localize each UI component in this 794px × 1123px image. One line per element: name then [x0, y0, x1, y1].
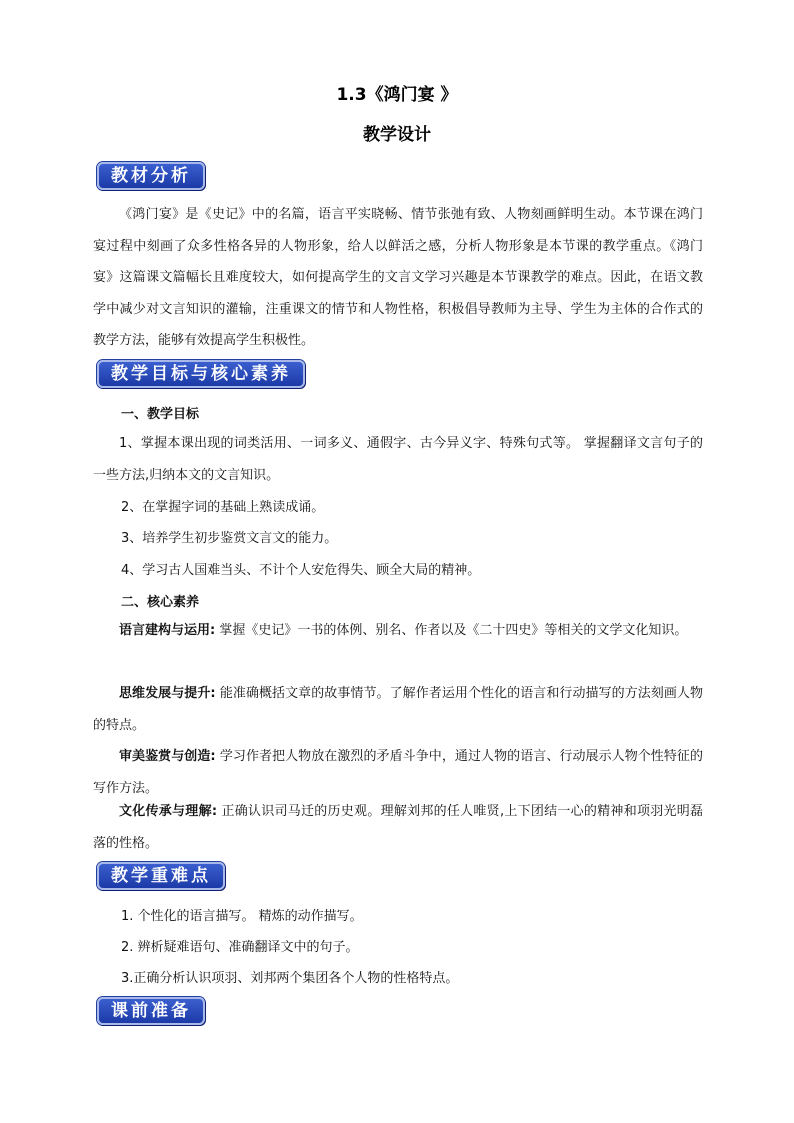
analysis-paragraph: 《鸿门宴》是《史记》中的名篇，语言平实晓畅、情节张弛有致、人物刻画鲜明生动。本节课在鸿门宴过程中刻画了众多性格各异的人物形象，给人以鲜活之感，分析人物形象是本节课的教学重点。《鸿门宴》这篇课文篇幅长且难度较大，如何提高学生的文言文学习兴趣是本节课教学的难点。因此，在语文教学中减少对文言知识的灌输，注重课文的情节和人物性格，积极倡导教师为主导、学生为主体的合作式的教学方法，能够有效提高学生积极性。 [93, 207, 703, 348]
core-item-aesthetic [93, 741, 703, 804]
difficulty-item-1: 1. 个性化的语言描写。 精炼的动作描写。 [121, 909, 363, 924]
goals-subheading-objectives: 一、教学目标 [121, 407, 200, 422]
core-text-aesthetic: 学习作者把人物放在激烈的矛盾斗争中，通过人物的语言、行动展示人物个性特征的写作方法。 [93, 749, 703, 796]
goal-item-3: 3、培养学生初步鉴赏文言文的能力。 [121, 531, 338, 546]
core-item-thinking [93, 678, 703, 741]
core-text-language: 掌握《史记》一书的体例、别名、作者以及《二十四史》等相关的文学文化知识。 [215, 623, 688, 638]
core-text-culture: 正确认识司马迁的历史观。理解刘邦的任人唯贤,上下团结一心的精神和项羽光明磊落的性格。 [93, 804, 704, 851]
goal-item-1: 1、掌握本课出现的词类活用、一词多义、通假字、古今异义字、特殊句式等。 掌握翻译文言句子的一些方法,归纳本文的文言知识。 [93, 436, 703, 483]
core-label-aesthetic: 审美鉴赏与创造: [119, 749, 216, 764]
difficulty-item-3: 3.正确分析认识项羽、刘邦两个集团各个人物的性格特点。 [121, 971, 459, 986]
core-item-culture [93, 796, 703, 859]
section-heading-analysis: 教材分析 [97, 162, 205, 190]
goals-subheading-core: 二、核心素养 [121, 595, 200, 610]
section-heading-goals: 教学目标与核心素养 [97, 360, 305, 388]
section-heading-difficulty: 教学重难点 [97, 862, 225, 890]
goal-item-2: 2、在掌握字词的基础上熟读成诵。 [121, 500, 325, 515]
core-item-language [93, 615, 703, 647]
core-text-thinking: 能准确概括文章的故事情节。了解作者运用个性化的语言和行动描写的方法刻画人物的特点。 [93, 686, 703, 733]
core-label-culture: 文化传承与理解: [119, 804, 218, 819]
goal-item-4: 4、学习古人国难当头、不计个人安危得失、顾全大局的精神。 [121, 563, 481, 578]
difficulty-item-2: 2. 辨析疑难语句、准确翻译文中的句子。 [121, 940, 359, 955]
section-heading-prep: 课前准备 [97, 997, 205, 1025]
core-label-thinking: 思维发展与提升: [119, 686, 216, 701]
core-label-language: 语言建构与运用: [119, 623, 216, 638]
document-title: 1.3《鸿门宴 》 [336, 85, 458, 105]
document-subtitle: 教学设计 [363, 125, 431, 145]
